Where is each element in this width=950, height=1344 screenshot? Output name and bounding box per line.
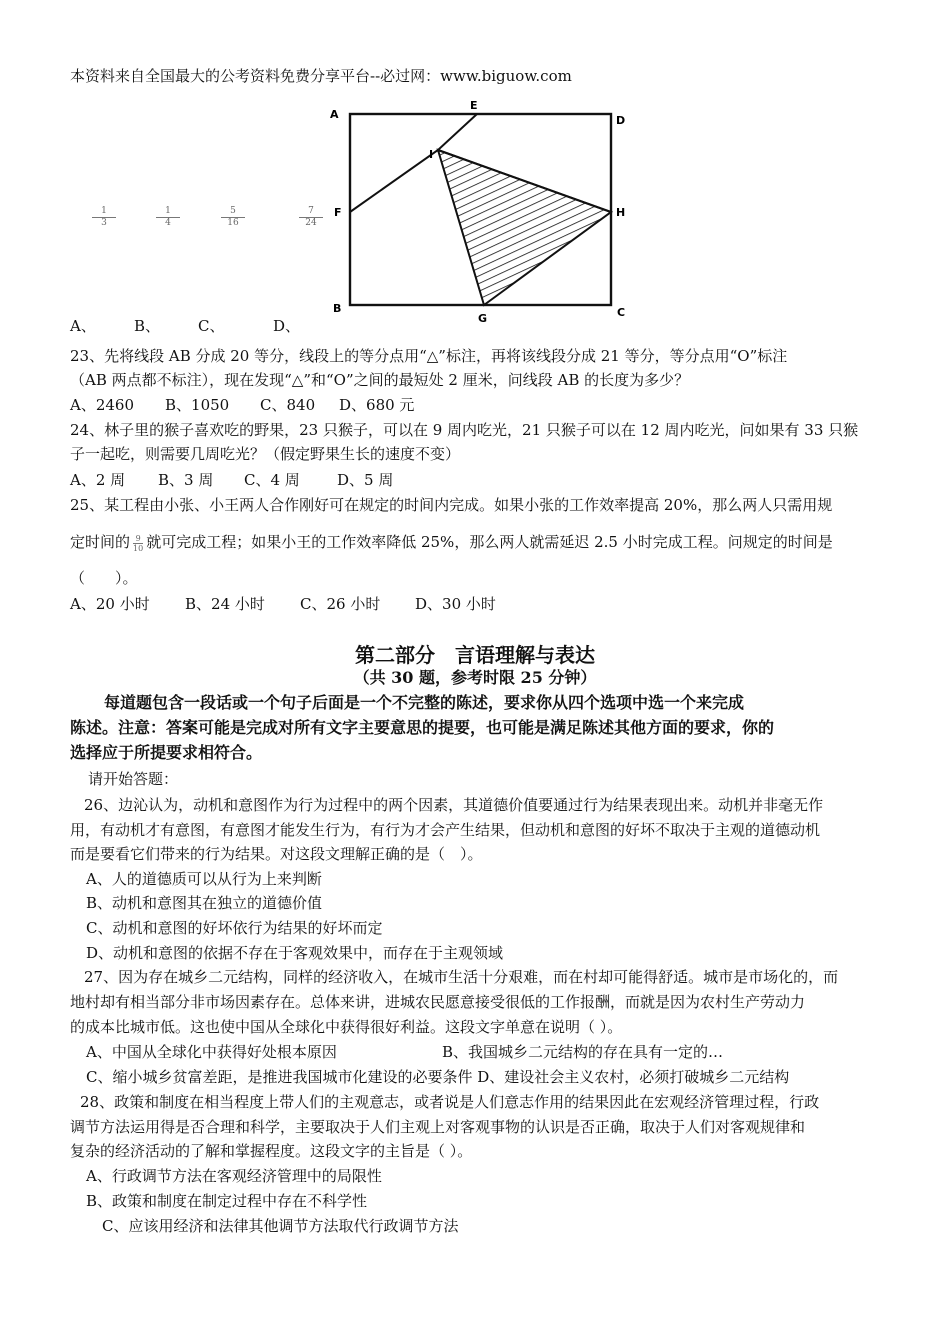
page-header: 本资料来自全国最大的公考资料免费分享平台--必过网：www.biguow.com xyxy=(70,67,572,85)
q28-text-3: 复杂的经济活动的了解和掌握程度。这段文字的主旨是（ ）。 xyxy=(70,1142,473,1160)
label-e: E xyxy=(470,100,478,112)
fraction-d: $\frac{7}{24}$ xyxy=(299,206,323,229)
q24-options xyxy=(70,470,393,490)
q28-option-b[interactable]: B、政策和制度在制定过程中存在不科学性 xyxy=(86,1192,368,1210)
q25-text-2b: 就可完成工程；如果小王的工作效率降低 25%，那么两人就需延迟 2.5 小时完成工程。问规定的时间是 xyxy=(146,533,833,551)
q25-fraction: $\frac{9}{10}$ xyxy=(133,533,144,553)
q23-text-1: 23、先将线段 AB 分成 20 等分，线段上的等分点用“△”标注，再将该线段分成 21 等分，等分点用“O”标注 xyxy=(70,347,788,365)
q23-option-b[interactable]: B、1050 xyxy=(165,396,230,414)
q28-text-2: 调节方法运用得是否合理和科学，主要取决于人们主观上对客观事物的认识是否正确，取决于人们对客观规律和 xyxy=(70,1118,806,1136)
q26-option-a[interactable]: A、人的道德质可以从行为上来判断 xyxy=(86,870,322,888)
q27-text-1: 27、因为存在城乡二元结构，同样的经济收入，在城市生活十分艰难，而在村却可能得舒适。城市是市场化的，而 xyxy=(84,968,839,986)
part2-instruction-1: 每道题包含一段话或一个句子后面是一个不完整的陈述，要求你从四个选项中选一个来完成 xyxy=(104,693,745,712)
q26-option-b[interactable]: B、动机和意图其在独立的道德价值 xyxy=(86,894,323,912)
q28-option-c[interactable]: C、应该用经济和法律其他调节方法取代行政调节方法 xyxy=(102,1217,459,1235)
q22-option-c[interactable]: C、 xyxy=(198,317,225,335)
geometry-figure xyxy=(325,100,645,325)
q25-text-3: （ ）。 xyxy=(70,569,138,587)
fraction-a: $\frac{1}{3}$ xyxy=(92,206,116,229)
q23-text-2: （AB 两点都不标注），现在发现“△”和“O”之间的最短处 2 厘米，问线段 AB 的长度为多少？ xyxy=(70,371,690,389)
q24-text-1: 24、林子里的猴子喜欢吃的野果，23 只猴子，可以在 9 周内吃光，21 只猴子可以在 12 周内吃光，问如果有 33 只猴 xyxy=(70,421,859,439)
label-g: G xyxy=(478,312,488,325)
q25-option-d[interactable]: D、30 小时 xyxy=(415,595,496,613)
label-a: A xyxy=(330,108,339,121)
q27-text-2: 地村却有相当部分非市场因素存在。总体来讲，进城农民愿意接受很低的工作报酬，而就是因为农村生产劳动力 xyxy=(70,993,806,1011)
q22-options xyxy=(70,316,300,336)
q26-option-c[interactable]: C、动机和意图的好坏依行为结果的好坏而定 xyxy=(86,919,383,937)
part2-subtitle: （共 30 题，参考时限 25 分钟） xyxy=(353,668,597,687)
q22-option-a[interactable]: A、 xyxy=(70,317,96,335)
q24-option-b[interactable]: B、3 周 xyxy=(158,471,214,489)
q24-option-d[interactable]: D、5 周 xyxy=(337,471,394,489)
q27-option-a[interactable]: A、中国从全球化中获得好处根本原因 xyxy=(86,1043,337,1061)
hatched-triangle xyxy=(438,150,611,305)
label-h: H xyxy=(616,206,626,219)
fraction-c: $\frac{5}{16}$ xyxy=(221,206,245,229)
label-i: I xyxy=(429,148,434,161)
q28-text-1: 28、政策和制度在相当程度上带人们的主观意志，或者说是人们意志作用的结果因此在宏观经济管理过程，行政 xyxy=(80,1093,820,1111)
q26-text-3: 而是要看它们带来的行为结果。对这段文理解正确的是（ ）。 xyxy=(70,845,483,863)
q26-text-1: 26、边沁认为，动机和意图作为行为过程中的两个因素，其道德价值要通过行为结果表现出来。动机并非毫无作 xyxy=(84,796,824,814)
q23-option-c[interactable]: C、840 xyxy=(260,396,316,414)
part2-title: 第二部分 言语理解与表达 xyxy=(355,643,595,667)
q22-option-b[interactable]: B、 xyxy=(134,317,161,335)
label-f: F xyxy=(334,206,342,219)
q22-option-d[interactable]: D、 xyxy=(273,317,301,335)
q24-text-2: 子一起吃，则需要几周吃光？（假定野果生长的速度不变） xyxy=(70,445,461,463)
q27-option-b[interactable]: B、我国城乡二元结构的存在具有一定的… xyxy=(442,1043,724,1061)
part2-instruction-2: 陈述。注意：答案可能是完成对所有文字主要意思的提要，也可能是满足陈述其他方面的要求，你的 xyxy=(70,718,775,737)
q24-option-a[interactable]: A、2 周 xyxy=(70,471,126,489)
q23-options xyxy=(70,395,414,415)
part2-instruction-3: 选择应于所提要求相符合。 xyxy=(70,743,263,762)
q25-text-2a: 定时间的 xyxy=(70,533,131,551)
fraction-b: $\frac{1}{4}$ xyxy=(156,206,180,229)
q24-option-c[interactable]: C、4 周 xyxy=(244,471,300,489)
q26-option-d[interactable]: D、动机和意图的依据不存在于客观效果中，而存在于主观领域 xyxy=(86,944,504,962)
label-d: D xyxy=(616,114,626,127)
part2-start: 请开始答题： xyxy=(88,770,179,788)
q23-option-a[interactable]: A、2460 xyxy=(70,396,135,414)
q25-text-1: 25、某工程由小张、小王两人合作刚好可在规定的时间内完成。如果小张的工作效率提高 20%，那么两人只需用规 xyxy=(70,496,833,514)
label-b: B xyxy=(333,302,342,315)
q25-option-a[interactable]: A、20 小时 xyxy=(70,595,150,613)
q28-option-a[interactable]: A、行政调节方法在客观经济管理中的局限性 xyxy=(86,1167,382,1185)
q27-text-3: 的成本比城市低。这也使中国从全球化中获得很好利益。这段文字单意在说明（ ）。 xyxy=(70,1018,623,1036)
q25-text-2 xyxy=(70,532,833,553)
q25-option-c[interactable]: C、26 小时 xyxy=(300,595,381,613)
label-c: C xyxy=(617,306,626,319)
q26-text-2: 用，有动机才有意图，有意图才能发生行为，有行为才会产生结果，但动机和意图的好坏不取决于主观的道德动机 xyxy=(70,821,821,839)
q25-options xyxy=(70,594,496,614)
q23-option-d[interactable]: D、680 元 xyxy=(339,396,415,414)
q25-option-b[interactable]: B、24 小时 xyxy=(185,595,265,613)
q27-option-cd[interactable]: C、缩小城乡贫富差距，是推进我国城市化建设的必要条件 D、建设社会主义农村，必须打破城乡二元结构 xyxy=(86,1068,790,1086)
